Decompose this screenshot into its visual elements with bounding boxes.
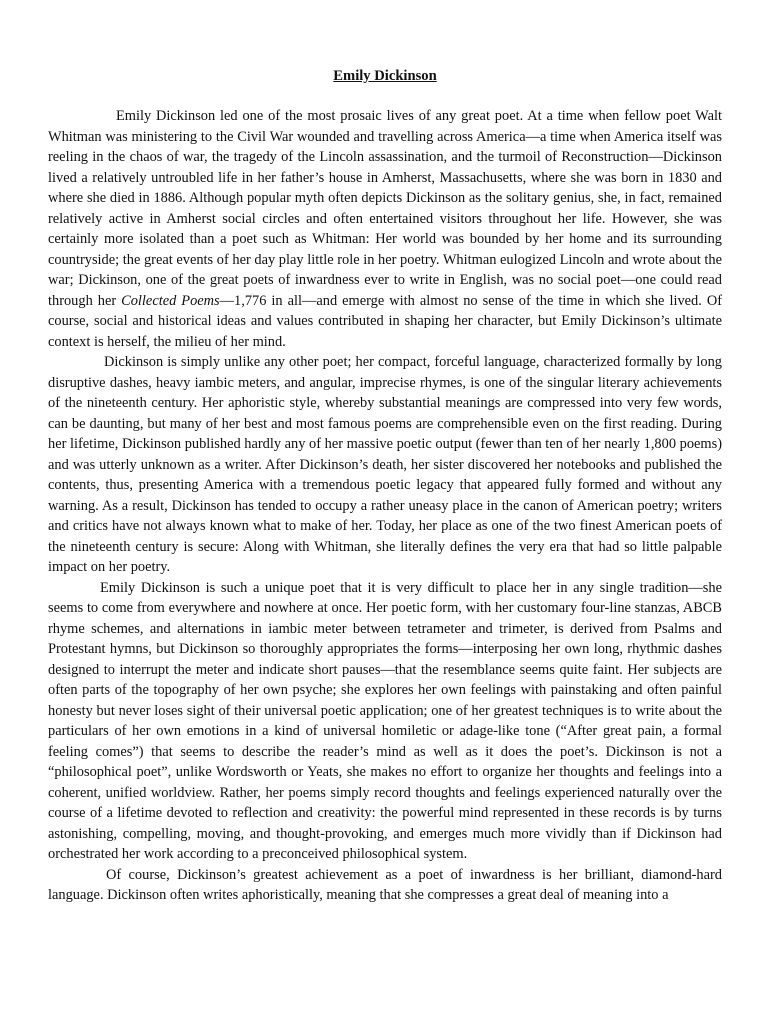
paragraph-1 <box>48 106 722 352</box>
paragraph-1-text-b: —1,776 in all—and emerge with almost no sense of the time in which she lived. Of course, social and historical ideas and values contributed in shaping her character, but Emily Dickinson’s ultimate context is herself, the milieu of her mind. <box>48 292 722 350</box>
paragraph-1-book-title: Collected Poems <box>121 292 220 309</box>
paragraph-4-text: Of course, Dickinson’s greatest achievement as a poet of inwardness is her brilliant, diamond-hard language. Dickinson often writes aphoristically, meaning that she compresses a great deal of meaning into a <box>48 866 722 903</box>
document-title: Emily Dickinson <box>333 68 437 84</box>
paragraph-1-text-a: Emily Dickinson led one of the most prosaic lives of any great poet. At a time when fellow poet Walt Whitman was ministering to the Civil War wounded and travelling across America—a time when America itself was reeling in the chaos of war, the tragedy of the Lincoln assassination, and the turmoil of Reconstruction—Dickinson lived a relatively untroubled life in her father’s house in Amherst, Massachusetts, where she was born in 1830 and where she died in 1886. Although popular myth often depicts Dickinson as the solitary genius, she, in fact, remained relatively active in Amherst social circles and often entertained visitors throughout her life. However, she was certainly more isolated than a poet such as Whitman: Her world was bounded by her home and its surrounding countryside; the great events of her day play little role in her poetry. Whitman eulogized Lincoln and wrote about the war; Dickinson, one of the great poets of inwardness ever to write in English, was no social poet—one could read through her <box>48 108 722 309</box>
document-page <box>48 64 722 906</box>
paragraph-2-text: Dickinson is simply unlike any other poet; her compact, forceful language, characterized formally by long disruptive dashes, heavy iambic meters, and angular, imprecise rhymes, is one of the singular literary achievements of the nineteenth century. Her aphoristic style, whereby substantial meanings are compressed into very few words, can be daunting, but many of her best and most famous poems are comprehensible even on the first reading. During her lifetime, Dickinson published hardly any of her massive poetic output (fewer than ten of her nearly 1,800 poems) and was utterly unknown as a writer. After Dickinson’s death, her sister discovered her notebooks and published the contents, thus, presenting America with a tremendous poetic legacy that appeared fully formed and without any warning. As a result, Dickinson has tended to occupy a rather uneasy place in the canon of American poetry; writers and critics have not always known what to make of her. Today, her place as one of the two finest American poets of the nineteenth century is secure: Along with Whitman, she literally defines the very era that had so little palpable impact on her poetry. <box>48 354 722 575</box>
paragraph-3-text: Emily Dickinson is such a unique poet that it is very difficult to place her in any single tradition—she seems to come from everywhere and nowhere at once. Her poetic form, with her customary four-line stanzas, ABCB rhyme schemes, and alternations in iambic meter between tetrameter and trimeter, is derived from Psalms and Protestant hymns, but Dickinson so thoroughly appropriates the forms—interposing her own long, rhythmic dashes designed to interrupt the meter and indicate short pauses—that the resemblance seems quite faint. Her subjects are often parts of the topography of her own psyche; she explores her own feelings with painstaking and often painful honesty but never loses sight of their universal poetic application; one of her greatest techniques is to write about the particulars of her own emotions in a kind of universal homiletic or adage-like tone (“After great pain, a formal feeling comes”) that seems to describe the reader’s mind as well as it does the poet’s. Dickinson is not a “philosophical poet”, unlike Wordsworth or Yeats, she makes no effort to organize her thoughts and feelings into a coherent, unified worldview. Rather, her poems simply record thoughts and feelings experienced naturally over the course of a lifetime devoted to reflection and creativity: the powerful mind represented in these records is by turns astonishing, compelling, moving, and thought-provoking, and emerges much more vividly than if Dickinson had orchestrated her work according to a preconceived philosophical system. <box>48 579 722 862</box>
paragraph-3 <box>48 578 722 865</box>
paragraph-4 <box>48 865 722 906</box>
paragraph-2 <box>48 352 722 578</box>
